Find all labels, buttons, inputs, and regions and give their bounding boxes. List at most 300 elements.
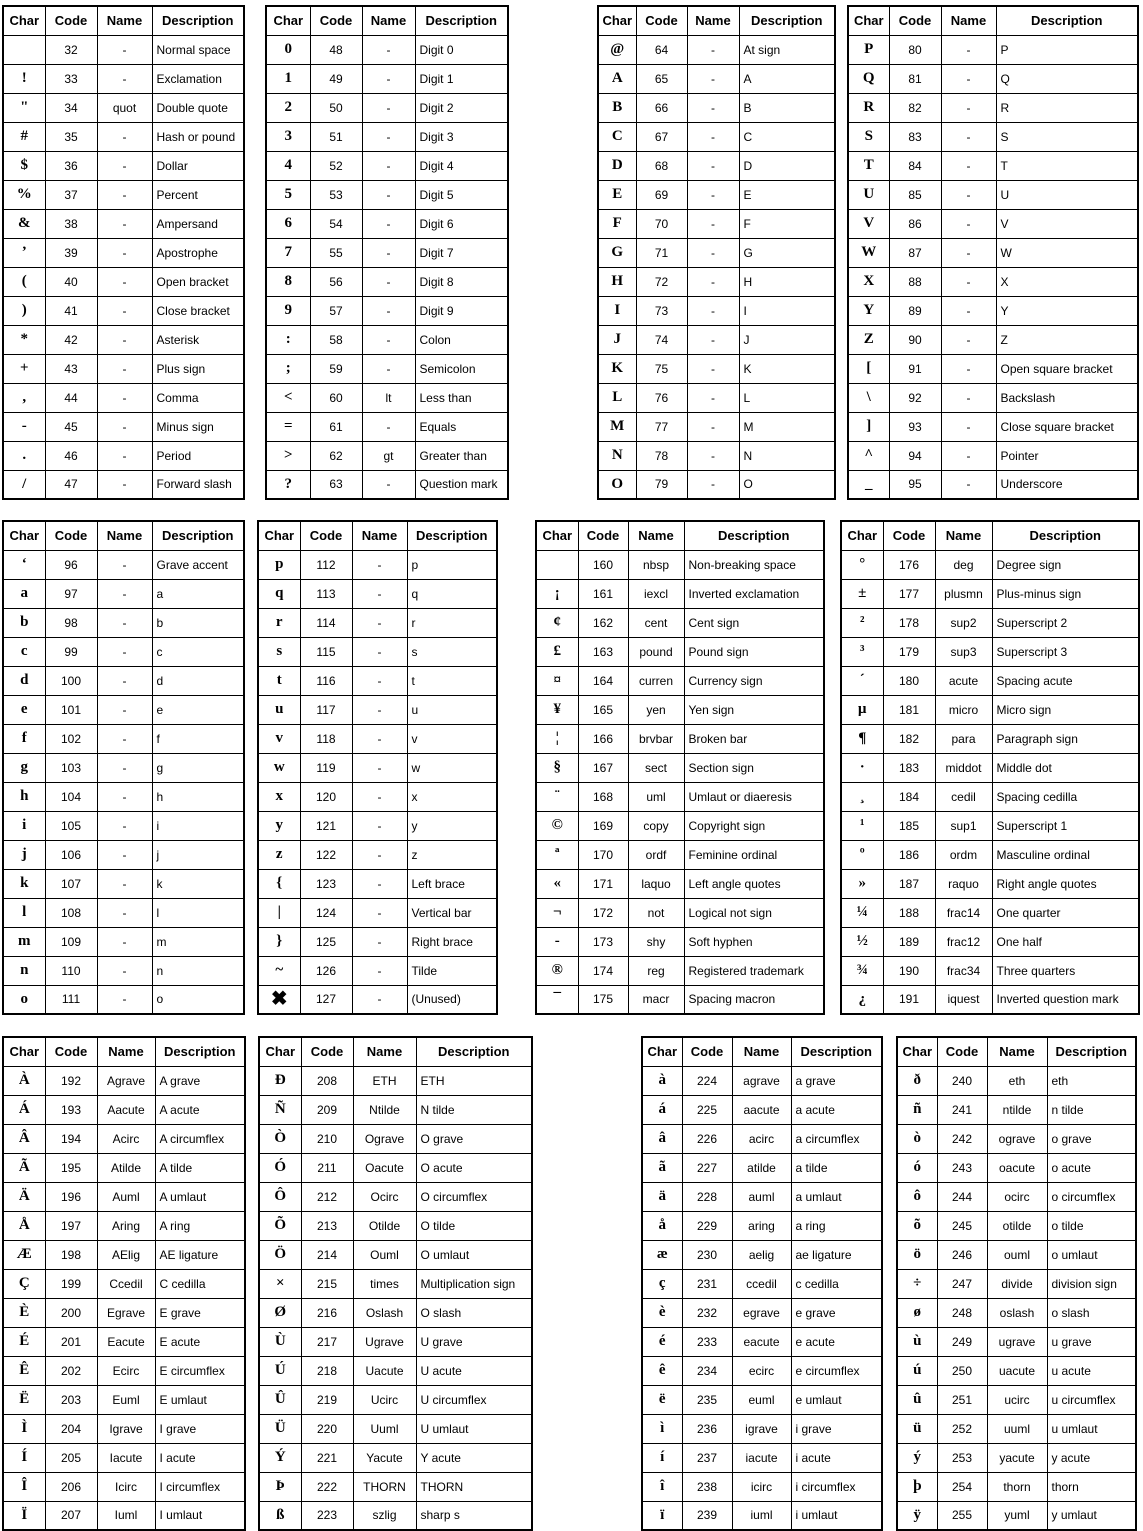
- name-cell: -: [687, 122, 739, 151]
- description-cell: J: [739, 325, 835, 354]
- description-cell: Right angle quotes: [992, 869, 1139, 898]
- name-cell: -: [352, 811, 407, 840]
- name-cell: -: [352, 637, 407, 666]
- table-row: [536, 579, 824, 608]
- name-cell: -: [97, 441, 152, 470]
- description-cell: V: [996, 209, 1138, 238]
- description-cell: Double quote: [152, 93, 244, 122]
- description-cell: N tilde: [416, 1095, 532, 1124]
- description-cell: Y: [996, 296, 1138, 325]
- ascii-table-32-47: [2, 5, 245, 500]
- name-cell: Agrave: [97, 1066, 155, 1095]
- char-cell: i: [3, 811, 45, 840]
- description-cell: Colon: [415, 325, 508, 354]
- table-row: [259, 1443, 532, 1472]
- table-row: [897, 1414, 1136, 1443]
- name-cell: -: [97, 898, 152, 927]
- code-cell: 39: [45, 238, 97, 267]
- code-cell: 187: [883, 869, 935, 898]
- char-cell: g: [3, 753, 45, 782]
- code-cell: 196: [45, 1182, 97, 1211]
- char-cell: M: [598, 412, 636, 441]
- column-header-description: Description: [739, 6, 835, 35]
- name-cell: ocirc: [987, 1182, 1047, 1211]
- description-cell: e circumflex: [791, 1356, 882, 1385]
- name-cell: -: [97, 470, 152, 499]
- code-cell: 251: [937, 1385, 987, 1414]
- char-cell: ð: [897, 1066, 937, 1095]
- description-cell: Spacing acute: [992, 666, 1139, 695]
- description-cell: u umlaut: [1047, 1414, 1136, 1443]
- description-cell: o slash: [1047, 1298, 1136, 1327]
- table-row: [3, 1211, 245, 1240]
- name-cell: ugrave: [987, 1327, 1047, 1356]
- description-cell: h: [152, 782, 244, 811]
- ascii-table-block-176-191: [840, 520, 1140, 1015]
- code-cell: 244: [937, 1182, 987, 1211]
- table-row: [598, 180, 835, 209]
- code-cell: 222: [301, 1472, 353, 1501]
- code-cell: 59: [310, 354, 362, 383]
- code-cell: 87: [889, 238, 941, 267]
- code-cell: 167: [578, 753, 628, 782]
- char-cell: X: [848, 267, 889, 296]
- table-row: [897, 1240, 1136, 1269]
- char-cell: ù: [897, 1327, 937, 1356]
- table-row: [3, 1472, 245, 1501]
- table-row: [266, 151, 508, 180]
- description-cell: i umlaut: [791, 1501, 882, 1530]
- char-cell: ’: [3, 238, 45, 267]
- table-row: [3, 151, 244, 180]
- description-cell: R: [996, 93, 1138, 122]
- description-cell: G: [739, 238, 835, 267]
- code-cell: 54: [310, 209, 362, 238]
- code-cell: 242: [937, 1124, 987, 1153]
- char-cell: e: [3, 695, 45, 724]
- table-row: [3, 1298, 245, 1327]
- column-header-name: Name: [628, 521, 684, 550]
- table-row: [3, 579, 244, 608]
- name-cell: ucirc: [987, 1385, 1047, 1414]
- code-cell: 173: [578, 927, 628, 956]
- name-cell: -: [97, 35, 152, 64]
- description-cell: m: [152, 927, 244, 956]
- name-cell: -: [687, 64, 739, 93]
- code-cell: 190: [883, 956, 935, 985]
- code-cell: 103: [45, 753, 97, 782]
- name-cell: -: [97, 724, 152, 753]
- table-row: [598, 35, 835, 64]
- table-row: [3, 354, 244, 383]
- table-row: [598, 354, 835, 383]
- char-cell: ]: [848, 412, 889, 441]
- column-header-code: Code: [578, 521, 628, 550]
- table-row: [642, 1327, 882, 1356]
- table-row: [3, 441, 244, 470]
- char-cell: ,: [3, 383, 45, 412]
- char-cell: o: [3, 985, 45, 1014]
- code-cell: 64: [636, 35, 687, 64]
- table-row: [3, 608, 244, 637]
- char-cell: s: [258, 637, 300, 666]
- table-row: [897, 1153, 1136, 1182]
- description-cell: Middle dot: [992, 753, 1139, 782]
- table-row: [642, 1066, 882, 1095]
- name-cell: -: [941, 64, 996, 93]
- ascii-table-176-191: [840, 520, 1140, 1015]
- description-cell: I umlaut: [155, 1501, 245, 1530]
- code-cell: 227: [682, 1153, 732, 1182]
- code-cell: 180: [883, 666, 935, 695]
- column-header-char: Char: [848, 6, 889, 35]
- char-cell: c: [3, 637, 45, 666]
- code-cell: 219: [301, 1385, 353, 1414]
- table-row: [642, 1472, 882, 1501]
- name-cell: ecirc: [732, 1356, 791, 1385]
- char-cell: ¤: [536, 666, 578, 695]
- column-header-name: Name: [97, 521, 152, 550]
- code-cell: 76: [636, 383, 687, 412]
- ascii-table-block-64-79: [597, 5, 836, 500]
- table-row: [259, 1153, 532, 1182]
- code-cell: 89: [889, 296, 941, 325]
- table-row: [841, 782, 1139, 811]
- description-cell: i circumflex: [791, 1472, 882, 1501]
- description-cell: Inverted question mark: [992, 985, 1139, 1014]
- description-cell: Close square bracket: [996, 412, 1138, 441]
- code-cell: 96: [45, 550, 97, 579]
- code-cell: 113: [300, 579, 352, 608]
- table-row: [848, 238, 1138, 267]
- description-cell: A umlaut: [155, 1182, 245, 1211]
- code-cell: 73: [636, 296, 687, 325]
- name-cell: aelig: [732, 1240, 791, 1269]
- description-cell: Underscore: [996, 470, 1138, 499]
- description-cell: Semicolon: [415, 354, 508, 383]
- table-row: [3, 238, 244, 267]
- ascii-table-48-63: [265, 5, 509, 500]
- code-cell: 229: [682, 1211, 732, 1240]
- table-row: [3, 1501, 245, 1530]
- char-cell: Ð: [259, 1066, 301, 1095]
- char-cell: Ë: [3, 1385, 45, 1414]
- name-cell: atilde: [732, 1153, 791, 1182]
- column-header-name: Name: [941, 6, 996, 35]
- table-row: [3, 1269, 245, 1298]
- description-cell: A: [739, 64, 835, 93]
- code-cell: 170: [578, 840, 628, 869]
- char-cell: ã: [642, 1153, 682, 1182]
- name-cell: -: [362, 325, 415, 354]
- column-header-description: Description: [407, 521, 497, 550]
- name-cell: middot: [935, 753, 992, 782]
- name-cell: sup3: [935, 637, 992, 666]
- description-cell: Z: [996, 325, 1138, 354]
- char-cell: ¼: [841, 898, 883, 927]
- name-cell: eacute: [732, 1327, 791, 1356]
- char-cell: ñ: [897, 1095, 937, 1124]
- name-cell: -: [362, 296, 415, 325]
- table-row: [266, 209, 508, 238]
- header-row: [841, 521, 1139, 550]
- table-row: [3, 550, 244, 579]
- description-cell: Umlaut or diaeresis: [684, 782, 824, 811]
- ascii-table-block-240-255: [896, 1036, 1137, 1531]
- name-cell: Aacute: [97, 1095, 155, 1124]
- name-cell: -: [97, 840, 152, 869]
- description-cell: n tilde: [1047, 1095, 1136, 1124]
- description-cell: Cent sign: [684, 608, 824, 637]
- code-cell: 106: [45, 840, 97, 869]
- table-row: [848, 267, 1138, 296]
- ascii-table-block-224-239: [641, 1036, 883, 1531]
- description-cell: Question mark: [415, 470, 508, 499]
- table-row: [598, 93, 835, 122]
- header-row: [848, 6, 1138, 35]
- table-row: [841, 753, 1139, 782]
- description-cell: O grave: [416, 1124, 532, 1153]
- char-cell: «: [536, 869, 578, 898]
- ascii-table-block-80-95: [847, 5, 1139, 500]
- char-cell: 3: [266, 122, 310, 151]
- name-cell: -: [97, 753, 152, 782]
- table-row: [259, 1356, 532, 1385]
- name-cell: yacute: [987, 1443, 1047, 1472]
- name-cell: -: [941, 151, 996, 180]
- ascii-table-block-112-127: [257, 520, 498, 1015]
- column-header-char: Char: [266, 6, 310, 35]
- code-cell: 247: [937, 1269, 987, 1298]
- char-cell: ´: [841, 666, 883, 695]
- name-cell: raquo: [935, 869, 992, 898]
- description-cell: Digit 0: [415, 35, 508, 64]
- table-row: [841, 869, 1139, 898]
- table-row: [536, 898, 824, 927]
- table-row: [841, 840, 1139, 869]
- table-row: [3, 1443, 245, 1472]
- description-cell: A tilde: [155, 1153, 245, 1182]
- char-cell: ê: [642, 1356, 682, 1385]
- name-cell: -: [97, 296, 152, 325]
- code-cell: 82: [889, 93, 941, 122]
- table-row: [897, 1385, 1136, 1414]
- table-row: [598, 122, 835, 151]
- description-cell: O slash: [416, 1298, 532, 1327]
- description-cell: C: [739, 122, 835, 151]
- ascii-table-block-96-111: [2, 520, 245, 1015]
- name-cell: szlig: [353, 1501, 416, 1530]
- name-cell: -: [941, 35, 996, 64]
- char-cell: Ñ: [259, 1095, 301, 1124]
- description-cell: L: [739, 383, 835, 412]
- name-cell: deg: [935, 550, 992, 579]
- table-row: [3, 412, 244, 441]
- table-row: [258, 666, 497, 695]
- char-cell: ý: [897, 1443, 937, 1472]
- char-cell: Ò: [259, 1124, 301, 1153]
- code-cell: 161: [578, 579, 628, 608]
- char-cell: Ô: [259, 1182, 301, 1211]
- description-cell: Plus-minus sign: [992, 579, 1139, 608]
- code-cell: 253: [937, 1443, 987, 1472]
- code-cell: 183: [883, 753, 935, 782]
- code-cell: 45: [45, 412, 97, 441]
- description-cell: b: [152, 608, 244, 637]
- description-cell: Logical not sign: [684, 898, 824, 927]
- name-cell: -: [687, 35, 739, 64]
- table-row: [642, 1298, 882, 1327]
- name-cell: -: [687, 383, 739, 412]
- name-cell: -: [362, 267, 415, 296]
- name-cell: Egrave: [97, 1298, 155, 1327]
- description-cell: Degree sign: [992, 550, 1139, 579]
- description-cell: D: [739, 151, 835, 180]
- char-cell: U: [848, 180, 889, 209]
- table-row: [536, 840, 824, 869]
- code-cell: 107: [45, 869, 97, 898]
- name-cell: sup1: [935, 811, 992, 840]
- description-cell: B: [739, 93, 835, 122]
- char-cell: §: [536, 753, 578, 782]
- char-cell: å: [642, 1211, 682, 1240]
- table-row: [266, 180, 508, 209]
- column-header-code: Code: [45, 1037, 97, 1066]
- char-cell: ): [3, 296, 45, 325]
- description-cell: U grave: [416, 1327, 532, 1356]
- table-row: [848, 412, 1138, 441]
- code-cell: 204: [45, 1414, 97, 1443]
- table-row: [3, 695, 244, 724]
- code-cell: 123: [300, 869, 352, 898]
- char-cell: 6: [266, 209, 310, 238]
- char-cell: [536, 550, 578, 579]
- char-cell: r: [258, 608, 300, 637]
- name-cell: -: [687, 238, 739, 267]
- char-cell: Ó: [259, 1153, 301, 1182]
- char-cell: Ç: [3, 1269, 45, 1298]
- code-cell: 74: [636, 325, 687, 354]
- description-cell: ETH: [416, 1066, 532, 1095]
- description-cell: Digit 9: [415, 296, 508, 325]
- description-cell: o acute: [1047, 1153, 1136, 1182]
- name-cell: egrave: [732, 1298, 791, 1327]
- char-cell: t: [258, 666, 300, 695]
- column-header-char: Char: [841, 521, 883, 550]
- description-cell: I circumflex: [155, 1472, 245, 1501]
- code-cell: 125: [300, 927, 352, 956]
- char-cell: ©: [536, 811, 578, 840]
- code-cell: 209: [301, 1095, 353, 1124]
- code-cell: 119: [300, 753, 352, 782]
- description-cell: j: [152, 840, 244, 869]
- description-cell: Open bracket: [152, 267, 244, 296]
- char-cell: ^: [848, 441, 889, 470]
- code-cell: 221: [301, 1443, 353, 1472]
- code-cell: 121: [300, 811, 352, 840]
- name-cell: -: [97, 579, 152, 608]
- char-cell: £: [536, 637, 578, 666]
- description-cell: Digit 3: [415, 122, 508, 151]
- char-cell: Ì: [3, 1414, 45, 1443]
- name-cell: sup2: [935, 608, 992, 637]
- code-cell: 126: [300, 956, 352, 985]
- name-cell: -: [97, 956, 152, 985]
- char-cell: 0: [266, 35, 310, 64]
- table-row: [266, 64, 508, 93]
- code-cell: 61: [310, 412, 362, 441]
- description-cell: Soft hyphen: [684, 927, 824, 956]
- table-row: [266, 325, 508, 354]
- ascii-table-block-160-175: [535, 520, 825, 1015]
- name-cell: -: [97, 64, 152, 93]
- char-cell: Æ: [3, 1240, 45, 1269]
- code-cell: 124: [300, 898, 352, 927]
- table-row: [841, 579, 1139, 608]
- code-cell: 62: [310, 441, 362, 470]
- char-cell: E: [598, 180, 636, 209]
- char-cell: C: [598, 122, 636, 151]
- table-row: [841, 956, 1139, 985]
- char-cell: ì: [642, 1414, 682, 1443]
- column-header-description: Description: [416, 1037, 532, 1066]
- description-cell: e: [152, 695, 244, 724]
- char-cell: <: [266, 383, 310, 412]
- description-cell: O acute: [416, 1153, 532, 1182]
- table-row: [897, 1501, 1136, 1530]
- description-cell: Period: [152, 441, 244, 470]
- table-row: [897, 1095, 1136, 1124]
- code-cell: 160: [578, 550, 628, 579]
- table-row: [841, 927, 1139, 956]
- char-cell: Ý: [259, 1443, 301, 1472]
- name-cell: -: [352, 608, 407, 637]
- name-cell: Ugrave: [353, 1327, 416, 1356]
- code-cell: 230: [682, 1240, 732, 1269]
- table-row: [3, 1385, 245, 1414]
- description-cell: Non-breaking space: [684, 550, 824, 579]
- table-row: [841, 637, 1139, 666]
- table-row: [3, 93, 244, 122]
- description-cell: T: [996, 151, 1138, 180]
- description-cell: division sign: [1047, 1269, 1136, 1298]
- description-cell: O: [739, 470, 835, 499]
- char-cell: P: [848, 35, 889, 64]
- table-row: [259, 1385, 532, 1414]
- table-row: [259, 1211, 532, 1240]
- description-cell: Ampersand: [152, 209, 244, 238]
- header-row: [258, 521, 497, 550]
- name-cell: shy: [628, 927, 684, 956]
- char-cell: Ü: [259, 1414, 301, 1443]
- table-row: [3, 898, 244, 927]
- table-row: [3, 666, 244, 695]
- ascii-table-block-208-223: [258, 1036, 533, 1531]
- table-row: [536, 869, 824, 898]
- code-cell: 93: [889, 412, 941, 441]
- char-cell: f: [3, 724, 45, 753]
- name-cell: Auml: [97, 1182, 155, 1211]
- description-cell: y acute: [1047, 1443, 1136, 1472]
- name-cell: Yacute: [353, 1443, 416, 1472]
- char-cell: \: [848, 383, 889, 412]
- table-row: [266, 383, 508, 412]
- code-cell: 168: [578, 782, 628, 811]
- name-cell: lt: [362, 383, 415, 412]
- name-cell: -: [362, 122, 415, 151]
- char-cell: 5: [266, 180, 310, 209]
- char-cell: >: [266, 441, 310, 470]
